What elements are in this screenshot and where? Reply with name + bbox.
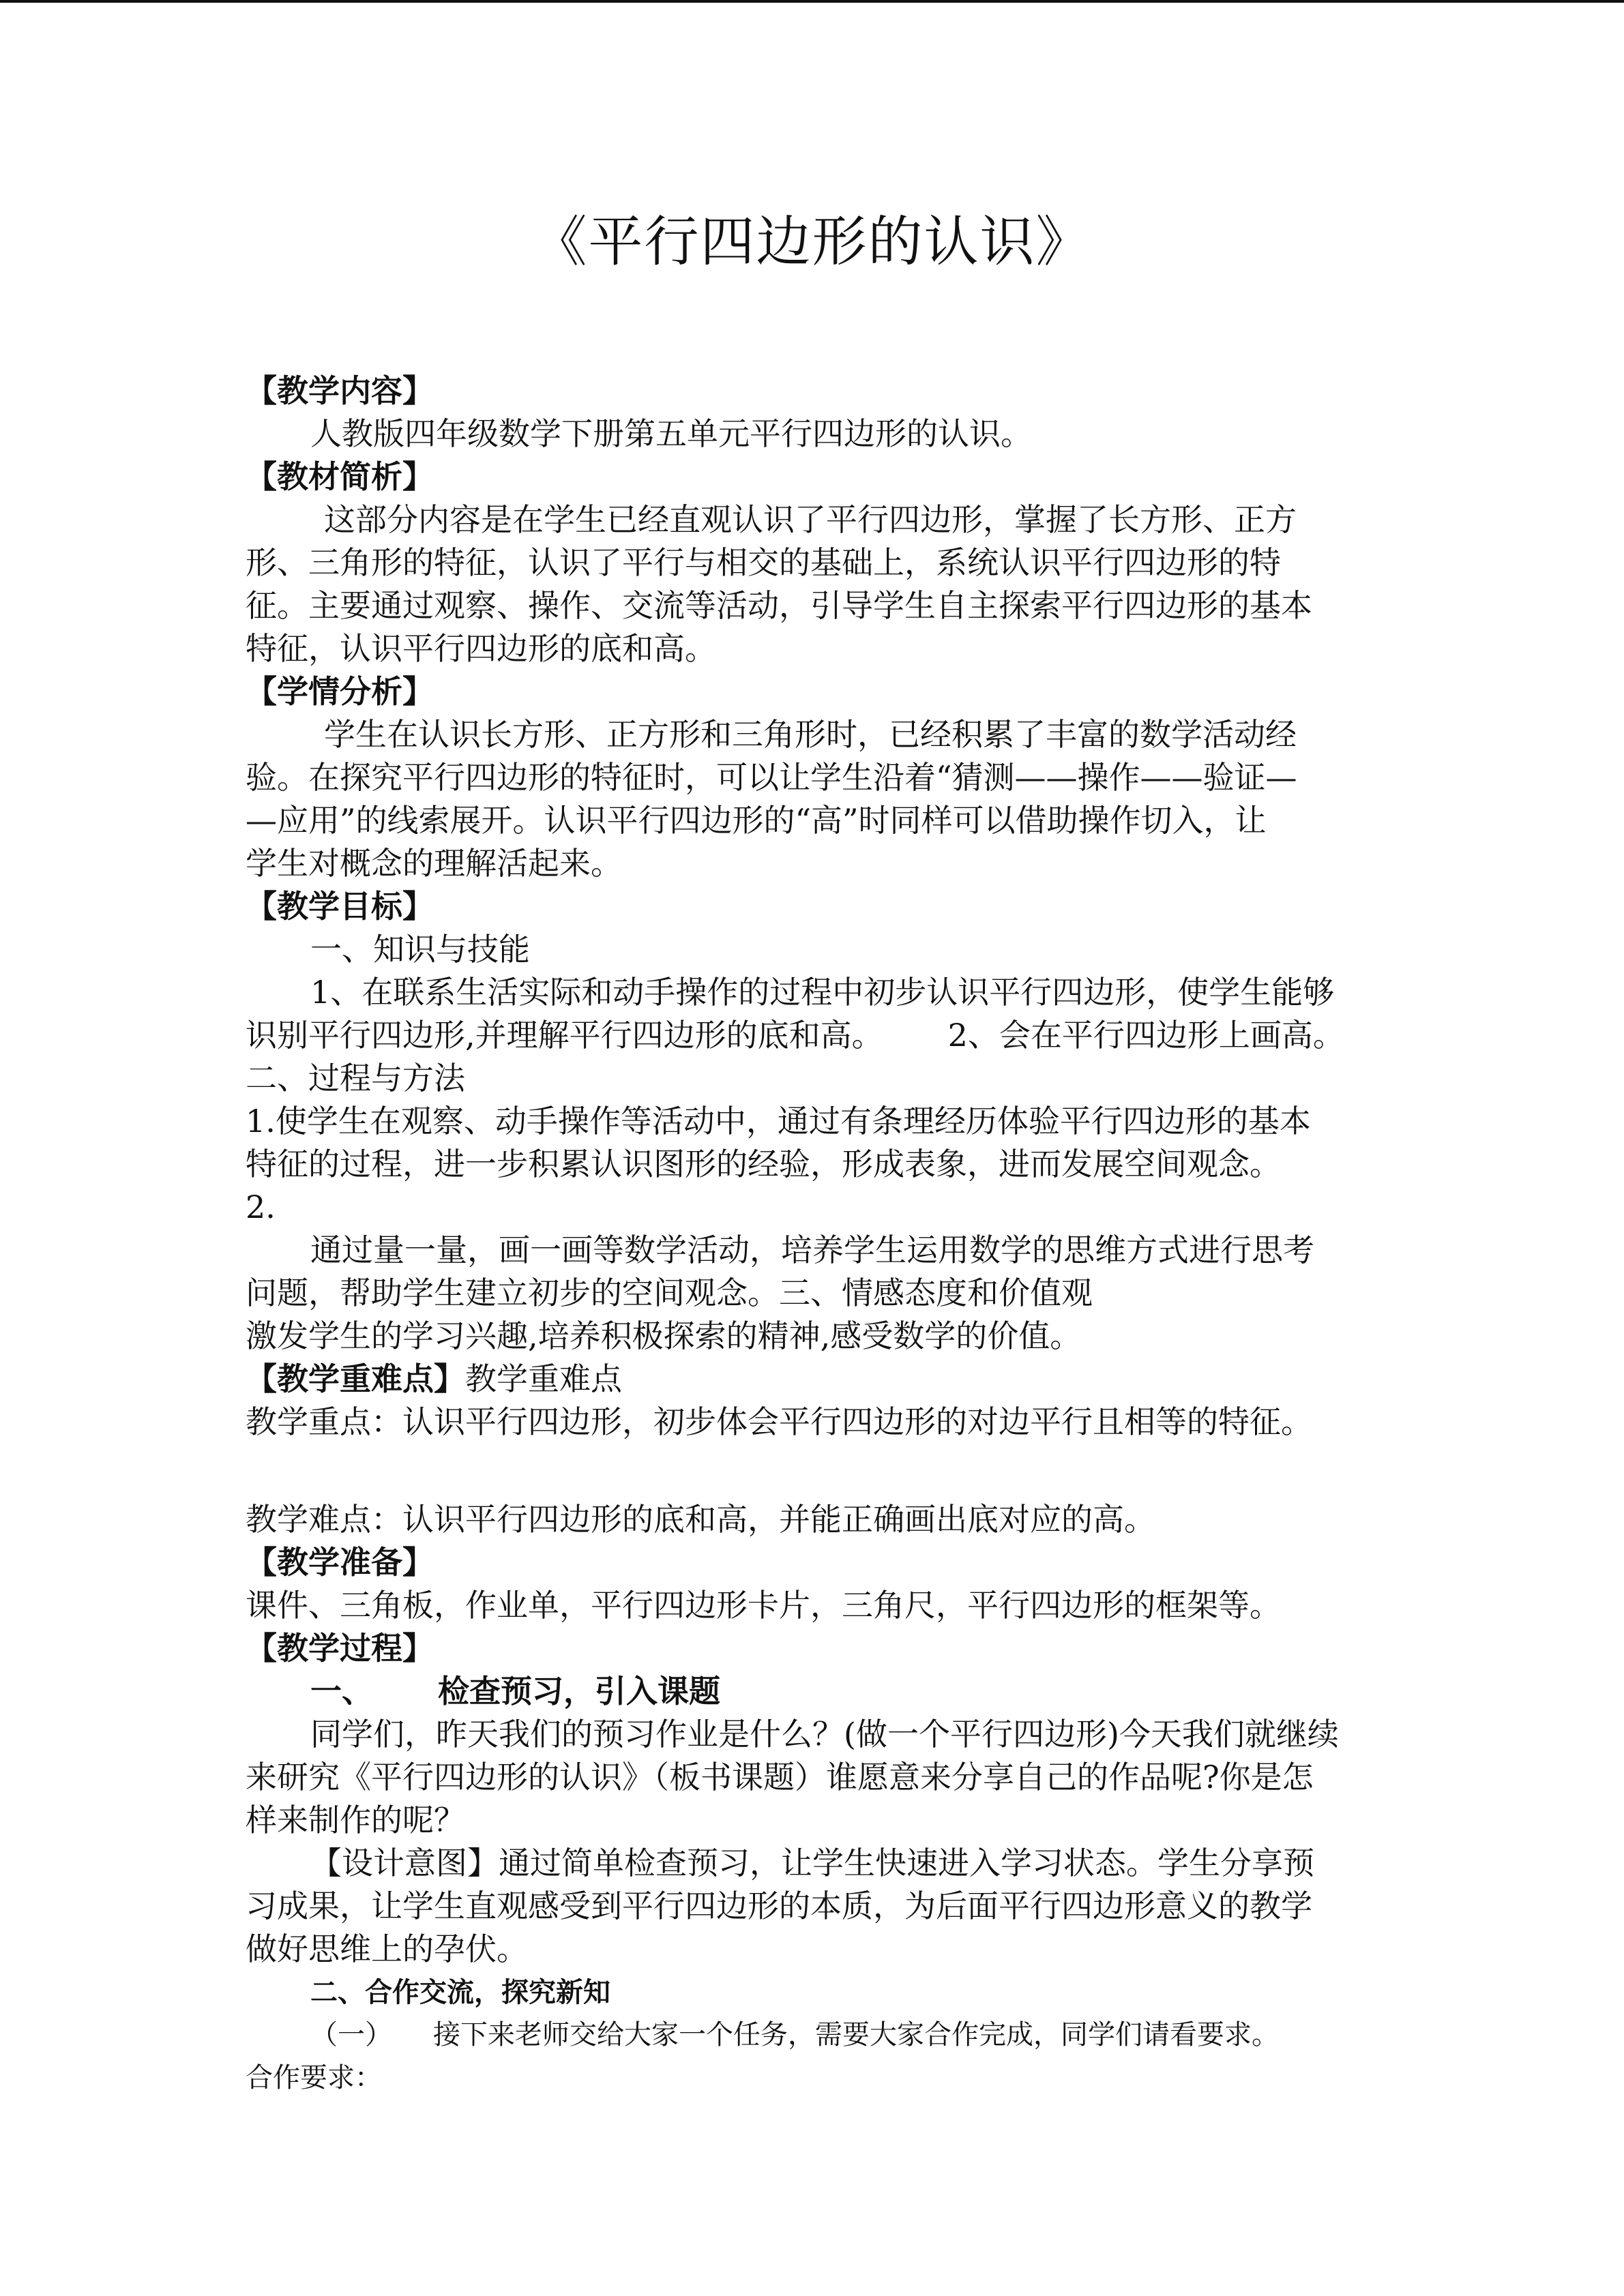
paragraph-line: 来研究《平行四边形的认识》（板书课题）谁愿意来分享自己的作品呢?你是怎 [246,1759,1314,1795]
section-heading-content: 【教学内容】 [246,372,434,409]
section-heading-goals: 【教学目标】 [246,888,434,925]
document-body [246,370,1385,2100]
section-heading-process: 【教学过程】 [246,1630,434,1667]
paragraph-line: 这部分内容是在学生已经直观认识了平行四边形，掌握了长方形、正方 [324,501,1297,538]
subheading-knowledge: 一、知识与技能 [310,931,530,968]
paragraph-line: 合作要求： [246,2062,382,2093]
paragraph-line: 形、三角形的特征，认识了平行与相交的基础上，系统认识平行四边形的特 [246,544,1281,581]
paragraph-line: 特征的过程，进一步积累认识图形的经验，形成表象，进而发展空间观念。 [246,1146,1281,1182]
top-border [0,0,1624,3]
paragraph-line: 同学们，昨天我们的预习作业是什么？(做一个平行四边形)今天我们就继续 [310,1716,1339,1753]
section-heading-material: 【教材简析】 [246,458,434,495]
paragraph-line: 样来制作的呢？ [246,1802,465,1838]
paragraph-line: 2. [246,1189,276,1225]
step-one-number: 一、 [310,1673,373,1710]
section-heading-preparation: 【教学准备】 [246,1544,434,1581]
paragraph-line: 教学难点：认识平行四边形的底和高，并能正确画出底对应的高。 [246,1501,1155,1538]
paragraph-line: 习成果，让学生直观感受到平行四边形的本质，为后面平行四边形意义的教学 [246,1888,1312,1924]
goal-text-a: 识别平行四边形,并理解平行四边形的底和高。 [246,1017,883,1054]
sub-step-number: （一） [310,2019,392,2051]
section-heading-keypoints-row [246,1358,1385,1401]
paragraph-line: 特征，认识平行四边形的底和高。 [246,630,716,667]
blank-line [246,1444,1385,1498]
paragraph-line: 问题，帮助学生建立初步的空间观念。三、情感态度和价值观 [246,1274,1093,1311]
paragraph-line: —应用”的线索展开。认识平行四边形的“高”时同样可以借助操作切入，让 [246,802,1267,839]
paragraph-line: 学生在认识长方形、正方形和三角形时，已经积累了丰富的数学活动经 [324,716,1297,753]
paragraph-line: 人教版四年级数学下册第五单元平行四边形的认识。 [310,415,1032,452]
paragraph-line: 1.使学生在观察、动手操作等活动中，通过有条理经历体验平行四边形的基本 [246,1103,1311,1139]
paragraph-line: 【设计意图】通过简单检查预习，让学生快速进入学习状态。学生分享预 [310,1845,1314,1881]
paragraph-line: 通过量一量，画一画等数学活动，培养学生运用数学的思维方式进行思考 [310,1232,1314,1268]
goal-text-b: 2、会在平行四边形上画高。 [947,1017,1344,1054]
page-title: 《平行四边形的认识》 [532,210,1092,273]
paragraph-line: 验。在探究平行四边形的特征时，可以让学生沿着“猜测——操作——验证— [246,759,1297,796]
paragraph-line: 教学重点：认识平行四边形，初步体会平行四边形的对边平行且相等的特征。 [246,1403,1312,1440]
paragraph-line: 激发学生的学习兴趣,培养积极探索的精神,感受数学的价值。 [246,1317,1082,1354]
subheading-process: 二、过程与方法 [246,1060,465,1097]
paragraph-line [246,1014,1385,1057]
paragraph-line: 学生对概念的理解活起来。 [246,845,622,882]
heading-tail: 教学重难点 [465,1360,622,1397]
step-one-text: 检查预习，引入课题 [438,1673,720,1710]
sub-step-text: 接下来老师交给大家一个任务，需要大家合作完成，同学们请看要求。 [433,2019,1279,2051]
paragraph-line: 做好思维上的孕伏。 [246,1930,528,1967]
section-heading-keypoints: 【教学重难点】 [246,1360,465,1397]
sub-step-line [246,2014,1385,2057]
paragraph-line: 课件、三角板，作业单，平行四边形卡片，三角尺，平行四边形的框架等。 [246,1587,1281,1624]
paragraph-line: 1、在联系生活实际和动手操作的过程中初步认识平行四边形，使学生能够 [310,974,1335,1011]
section-heading-students: 【学情分析】 [246,673,434,710]
step-two-heading: 二、合作交流，探究新知 [310,1976,610,2008]
step-one-heading [246,1670,1385,1713]
paragraph-line: 征。主要通过观察、操作、交流等活动，引导学生自主探索平行四边形的基本 [246,587,1312,624]
